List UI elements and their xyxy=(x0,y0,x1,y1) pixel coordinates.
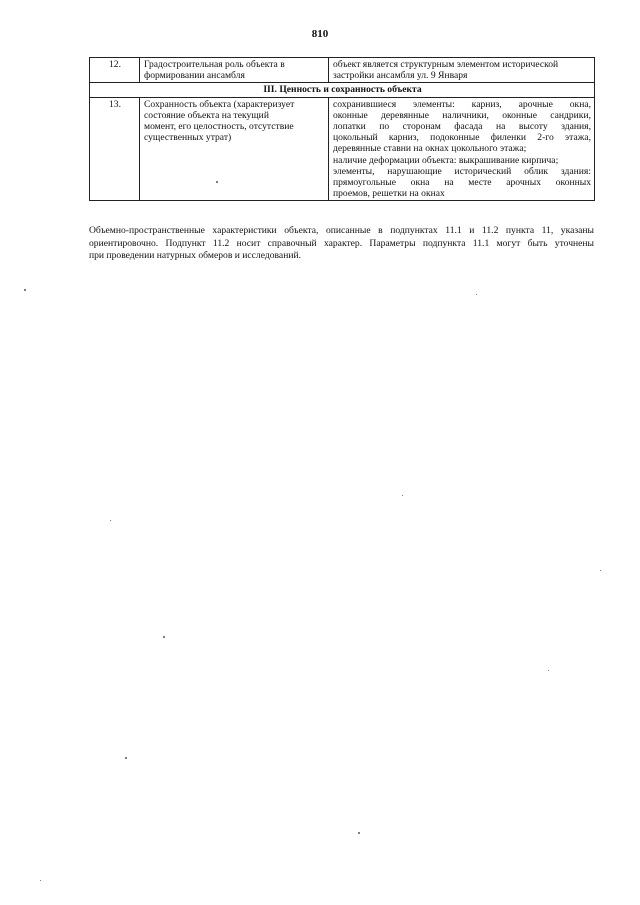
row-value-line: проемов, решетки на окнах xyxy=(333,188,445,200)
table-section-row xyxy=(90,83,595,97)
row-name-cell xyxy=(140,97,329,201)
row-name-line: формировании ансамбля xyxy=(144,70,245,82)
note-line: Объемно-пространственные характеристики объекта, описанные в подпунктах 11.1 и 11.2 пункта 11, указаны xyxy=(89,225,594,236)
section-header: III. Ценность и сохранность объекта xyxy=(90,83,595,97)
scan-speck xyxy=(216,181,218,183)
table-row xyxy=(90,97,595,201)
row-name-line: момент, его целостность, отсутствие xyxy=(144,121,294,133)
row-value-cell xyxy=(329,58,595,83)
table-row xyxy=(90,58,595,83)
row-value-line: оконные деревянные наличники, оконные сандрики, xyxy=(333,109,591,121)
note-paragraph xyxy=(89,225,594,263)
scan-speck xyxy=(125,757,127,759)
row-value-line: лопатки по сторонам фасада на высоту здания, xyxy=(333,121,591,133)
scan-speck xyxy=(476,294,477,295)
object-info-table xyxy=(89,57,595,201)
row-value-line: деревянные ставни на окнах цокольного этажа; xyxy=(333,143,527,155)
scan-speck xyxy=(24,289,26,291)
row-value-line: застройки ансамбля ул. 9 Января xyxy=(333,70,468,82)
row-name-line: состояние объекта на текущий xyxy=(144,109,269,121)
row-number: 12. xyxy=(90,58,140,83)
row-value-line: наличие деформации объекта: выкрашивание кирпича; xyxy=(333,154,559,166)
scan-speck xyxy=(40,880,41,881)
row-name-cell xyxy=(140,58,329,83)
row-value-line: сохранившиеся элементы: карниз, арочные окна, xyxy=(333,98,591,110)
scan-speck xyxy=(110,520,111,521)
row-value-line: прямоугольные окна на месте арочных оконных xyxy=(333,177,591,189)
row-name-line: существенных утрат) xyxy=(144,132,232,144)
row-name-line: Сохранность объекта (характеризует xyxy=(144,98,295,110)
row-value-cell xyxy=(329,97,595,201)
row-value-line: объект является структурным элементом исторической xyxy=(333,59,559,70)
scan-speck xyxy=(600,570,601,571)
row-name-line: Градостроительная роль объекта в xyxy=(144,59,285,70)
scan-speck xyxy=(358,832,360,834)
page-number: 810 xyxy=(311,28,329,40)
scan-speck xyxy=(163,636,165,638)
row-number: 13. xyxy=(90,97,140,201)
row-value-line: цокольный карниз, подоконные филенки 2-го этажа, xyxy=(333,132,591,144)
note-line: при проведении натурных обмеров и исследований. xyxy=(89,250,301,261)
note-line: ориентировочно. Подпункт 11.2 носит справочный характер. Параметры подпункта 11.1 могут быть уточнены xyxy=(89,237,594,249)
scan-speck xyxy=(402,495,403,496)
scan-speck xyxy=(548,670,549,671)
row-value-line: элементы, нарушающие исторический облик здания: xyxy=(333,165,591,177)
